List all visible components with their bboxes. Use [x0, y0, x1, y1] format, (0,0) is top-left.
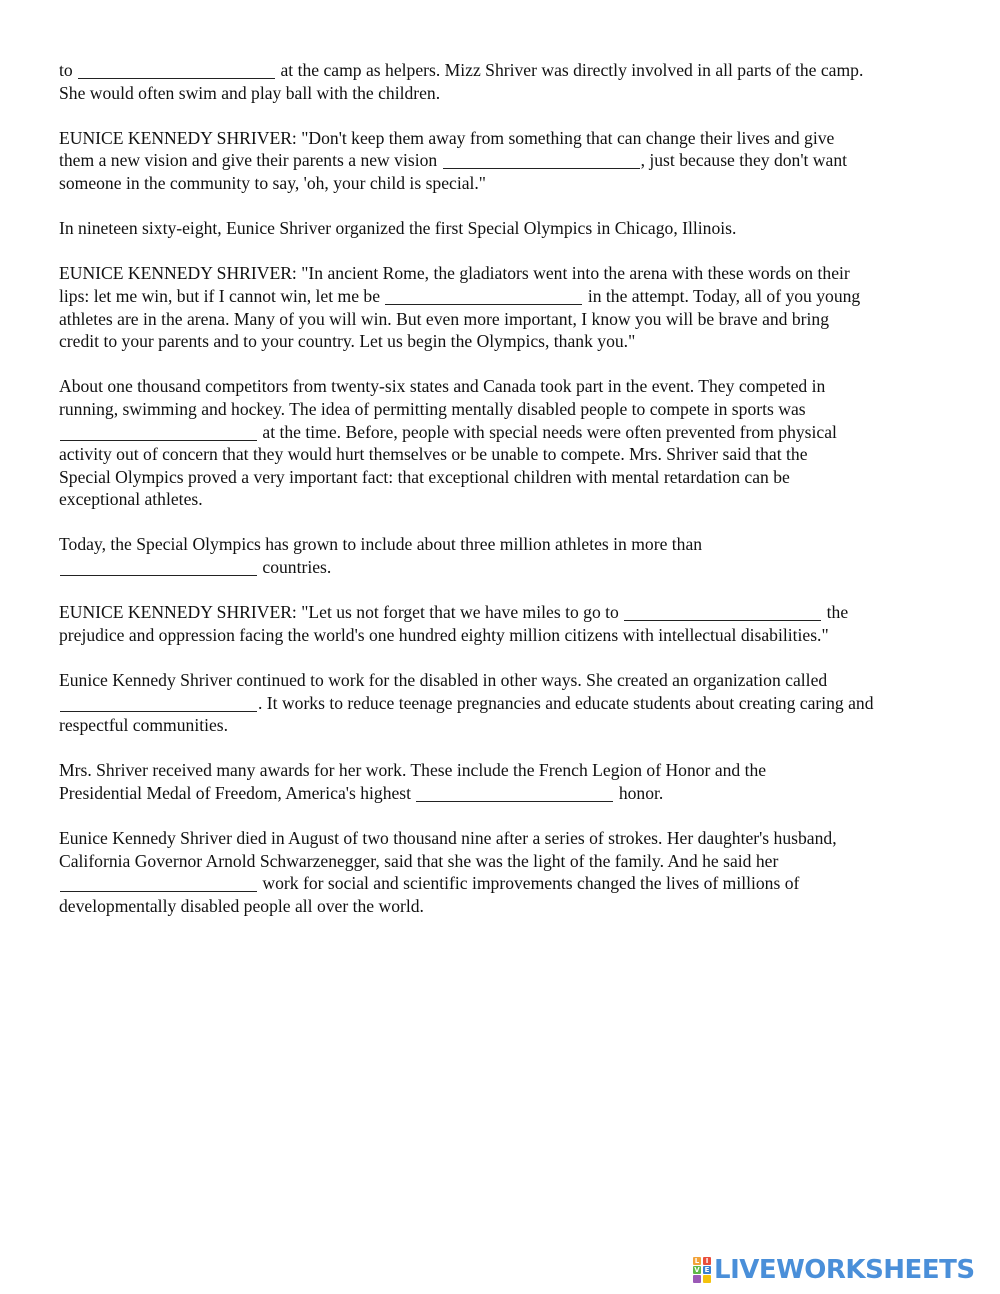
text-line [59, 443, 959, 466]
text-line [59, 556, 959, 579]
fill-in-blank-8[interactable] [416, 783, 613, 802]
text-segment: developmentally disabled people all over the world. [59, 895, 424, 916]
paragraph [59, 601, 959, 646]
text-segment: California Governor Arnold Schwarzenegger, said that she was the light of the family. And he said her [59, 850, 779, 871]
liveworksheets-logo [693, 1256, 975, 1284]
worksheet-page [59, 59, 959, 940]
paragraph [59, 669, 959, 737]
paragraph [59, 127, 959, 195]
text-segment: respectful communities. [59, 715, 229, 736]
text-line [59, 421, 959, 444]
text-segment: work for social and scientific improvements changed the lives of millions of [258, 873, 800, 894]
text-segment: prejudice and oppression facing the world's one hundred eighty million citizens with intellectual disabilities." [59, 624, 829, 645]
paragraph [59, 375, 959, 511]
text-line [59, 624, 959, 647]
text-line [59, 850, 959, 873]
fill-in-blank-3[interactable] [385, 286, 582, 305]
text-line [59, 375, 959, 398]
paragraph [59, 759, 959, 804]
logo-tile [703, 1275, 711, 1283]
text-line [59, 59, 959, 82]
logo-tile: I [703, 1257, 711, 1265]
text-line [59, 127, 959, 150]
text-line [59, 759, 959, 782]
paragraph [59, 262, 959, 352]
text-line [59, 782, 959, 805]
text-segment: them a new vision and give their parents a new vision [59, 150, 442, 171]
text-line [59, 601, 959, 624]
liveworksheets-logo-icon [693, 1257, 711, 1283]
text-line [59, 285, 959, 308]
text-segment: running, swimming and hockey. The idea of permitting mentally disabled people to compete in sports was [59, 398, 806, 419]
paragraph [59, 827, 959, 917]
text-line [59, 669, 959, 692]
text-line [59, 895, 959, 918]
text-segment: EUNICE KENNEDY SHRIVER: "In ancient Rome, the gladiators went into the arena with these words on their [59, 263, 850, 284]
fill-in-blank-5[interactable] [60, 557, 257, 576]
text-segment: at the camp as helpers. Mizz Shriver was directly involved in all parts of the camp. [276, 60, 864, 80]
text-line [59, 692, 959, 715]
text-segment: Eunice Kennedy Shriver died in August of two thousand nine after a series of strokes. Her daughter's husband, [59, 828, 837, 849]
text-line [59, 827, 959, 850]
paragraph [59, 217, 959, 240]
fill-in-blank-9[interactable] [60, 873, 257, 892]
text-line [59, 308, 959, 331]
text-line [59, 398, 959, 421]
text-segment: at the time. Before, people with special needs were often prevented from physical [258, 421, 837, 442]
text-segment: in the attempt. Today, all of you young [583, 285, 861, 306]
text-line [59, 82, 959, 105]
text-segment: athletes are in the arena. Many of you will win. But even more important, I know you will be brave and bring [59, 308, 830, 329]
paragraph [59, 533, 959, 578]
text-segment: Today, the Special Olympics has grown to include about three million athletes in more than [59, 534, 703, 555]
logo-tile: E [704, 1266, 710, 1274]
text-line [59, 262, 959, 285]
text-segment: honor. [614, 783, 664, 803]
text-line [59, 330, 959, 353]
text-segment: exceptional athletes. [59, 489, 203, 510]
fill-in-blank-2[interactable] [443, 150, 640, 169]
text-segment: , just because they don't want [640, 150, 848, 171]
logo-tile: L [694, 1257, 700, 1265]
text-line [59, 172, 959, 195]
text-segment: to [59, 60, 78, 80]
text-segment: lips: let me win, but if I cannot win, let me be [59, 285, 385, 306]
fill-in-blank-4[interactable] [60, 422, 257, 441]
text-segment: Special Olympics proved a very important fact: that exceptional children with mental retardation can be [59, 466, 790, 487]
text-segment: credit to your parents and to your country. Let us begin the Olympics, thank you." [59, 331, 636, 352]
text-line [59, 488, 959, 511]
text-segment: Eunice Kennedy Shriver continued to work for the disabled in other ways. She created an organization called [59, 670, 828, 691]
text-segment: countries. [258, 557, 332, 578]
text-segment: EUNICE KENNEDY SHRIVER: "Don't keep them away from something that can change their lives and give [59, 127, 835, 148]
fill-in-blank-6[interactable] [624, 602, 821, 621]
text-line [59, 714, 959, 737]
logo-tile: V [694, 1266, 700, 1274]
text-segment: activity out of concern that they would hurt themselves or be unable to compete. Mrs. Shriver said that the [59, 444, 808, 465]
text-segment: She would often swim and play ball with the children. [59, 82, 441, 103]
text-segment: Mrs. Shriver received many awards for her work. These include the French Legion of Honor and the [59, 760, 767, 781]
text-segment: About one thousand competitors from twenty-six states and Canada took part in the event. They competed in [59, 376, 826, 397]
liveworksheets-logo-text: LIVEWORKSHEETS [714, 1255, 975, 1285]
fill-in-blank-7[interactable] [60, 693, 257, 712]
text-line [59, 533, 959, 556]
text-segment: EUNICE KENNEDY SHRIVER: "Let us not forget that we have miles to go to [59, 602, 624, 623]
text-line [59, 217, 959, 240]
fill-in-blank-1[interactable] [78, 60, 275, 79]
text-segment: . It works to reduce teenage pregnancies and educate students about creating caring and [258, 692, 874, 713]
text-line [59, 149, 959, 172]
text-segment: Presidential Medal of Freedom, America's highest [59, 783, 416, 803]
text-segment: In nineteen sixty-eight, Eunice Shriver organized the first Special Olympics in Chicago, Illinois. [59, 218, 737, 239]
text-segment: the [822, 602, 849, 623]
text-line [59, 872, 959, 895]
text-line [59, 466, 959, 489]
logo-tile [693, 1275, 701, 1283]
paragraph [59, 59, 959, 104]
text-segment: someone in the community to say, 'oh, your child is special." [59, 172, 486, 193]
